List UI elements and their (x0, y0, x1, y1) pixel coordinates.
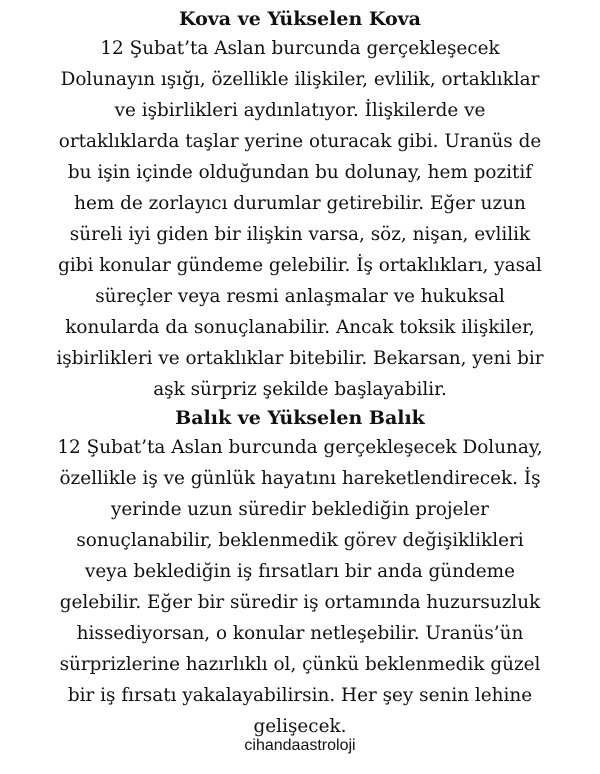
text-line: Dolunayın ışığı, özellikle ilişkiler, evlilik, ortaklıklar (60, 69, 540, 90)
text-line: hem de zorlayıcı durumlar getirebilir. Eğer uzun (74, 193, 526, 214)
text-line: 12 Şubat’ta Aslan burcunda gerçekleşecek Dolunay, (57, 437, 543, 458)
text-line: bu işin içinde olduğundan bu dolunay, hem pozitif (67, 162, 533, 183)
text-line: süreli iyi giden bir ilişkin varsa, söz, nişan, evlilik (69, 224, 531, 245)
text-line: gelebilir. Eğer bir süredir iş ortamında huzursuzluk (59, 592, 541, 613)
text-line: ve işbirlikleri aydınlatıyor. İlişkilerde ve (114, 100, 486, 121)
section-body-kova (10, 33, 590, 405)
text-line: konularda da sonuçlanabilir. Ancak toksik ilişkiler, (65, 317, 535, 338)
text-line: gelişecek. (253, 716, 347, 737)
section-title-kova: Kova ve Yükselen Kova (178, 8, 421, 30)
text-line: bir iş fırsatı yakalayabilirsin. Her şey senin lehine (67, 685, 533, 706)
text-line: gibi konular gündeme gelebilir. İş ortaklıkları, yasal (58, 255, 542, 276)
section-body-balik (10, 432, 590, 742)
section-title-balik: Balık ve Yükselen Balık (175, 407, 425, 429)
text-line: ortaklıklarda taşlar yerine oturacak gibi. Uranüs de (58, 131, 542, 152)
text-line: hissediyorsan, o konular netleşebilir. Uranüs’ün (76, 623, 524, 644)
text-line: yerinde uzun süredir beklediğin projeler (111, 499, 489, 520)
text-line: özellikle iş ve günlük hayatını hareketlendirecek. İş (59, 468, 541, 489)
text-line: işbirlikleri ve ortaklıklar bitebilir. Bekarsan, yeni bir (56, 348, 544, 369)
text-line: sürprizlerine hazırlıklı ol, çünkü beklenmedik güzel (59, 654, 541, 675)
text-line: 12 Şubat’ta Aslan burcunda gerçekleşecek (100, 38, 500, 59)
text-line: süreçler veya resmi anlaşmalar ve hukuksal (95, 286, 505, 307)
text-line: aşk sürpriz şekilde başlayabilir. (153, 379, 447, 400)
watermark-handle: cihandaastroloji (244, 737, 356, 754)
text-line: sonuçlanabilir, beklenmedik görev değişiklikleri (76, 530, 524, 551)
text-line: veya beklediğin iş fırsatları bir anda gündeme (85, 561, 515, 582)
